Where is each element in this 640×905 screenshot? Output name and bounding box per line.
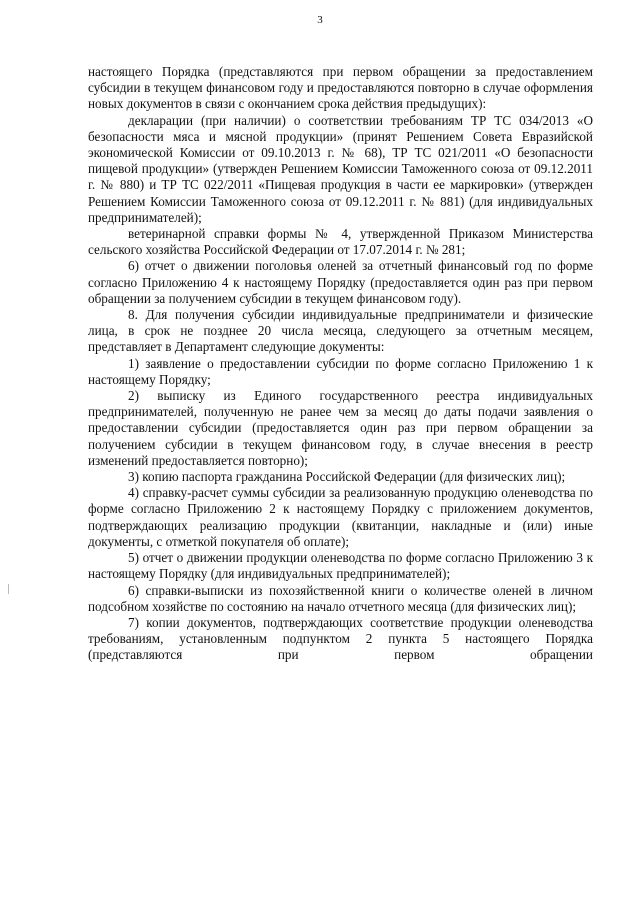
- paragraph: 1) заявление о предоставлении субсидии по форме согласно Приложению 1 к настоящему Порядку;: [88, 355, 593, 387]
- scan-mark: [8, 584, 9, 594]
- paragraph: настоящего Порядка (представляются при первом обращении за предоставлением субсидии в текущем финансовом году и предоставляются повторно в случае оформления новых документов в связи с окончанием срока действия предыдущих):: [88, 64, 593, 112]
- paragraph: декларации (при наличии) о соответствии требованиям ТР ТС 034/2013 «О безопасности мяса и мясной продукции» (принят Решением Совета Евразийской экономической Комиссии от 09.10.2013 г. № 68), ТР ТС 021/2011 «О безопасности пищевой продукции» (утвержден Решением Комиссии Таможенного союза от 09.12.2011 г. № 880) и ТР ТС 022/2011 «Пищевая продукция в части ее маркировки» (утвержден Решением Комиссии Таможенного союза от 09.12.2011 г. № 881) (для индивидуальных предпринимателей);: [88, 112, 593, 225]
- document-body: [88, 64, 593, 664]
- paragraph: 3) копию паспорта гражданина Российской Федерации (для физических лиц);: [128, 469, 566, 485]
- page-number: 3: [317, 14, 323, 26]
- paragraph: 2) выписку из Единого государственного реестра индивидуальных предпринимателей, полученную не ранее чем за месяц до даты подачи заявления о предоставлении субсидии (предоставляется один раз при первом обращении за получением субсидии в текущем финансовом году, в случае внесения в реестр изменений предоставляется повторно);: [88, 388, 593, 468]
- paragraph: 5) отчет о движении продукции оленеводства по форме согласно Приложению 3 к настоящему Порядку (для индивидуальных предпринимателей);: [88, 550, 593, 582]
- paragraph: ветеринарной справки формы № 4, утвержденной Приказом Министерства сельского хозяйства Российской Федерации от 17.07.2014 г. № 281;: [88, 226, 593, 258]
- paragraph: 6) отчет о движении поголовья оленей за отчетный финансовый год по форме согласно Приложению 4 к настоящему Порядку (предоставляется один раз при первом обращении за получением субсидии в текущем финансовом году).: [88, 258, 593, 306]
- paragraph: 8. Для получения субсидии индивидуальные предприниматели и физические лица, в срок не позднее 20 числа месяца, следующего за отчетным месяцем, представляет в Департамент следующие документы:: [88, 307, 593, 355]
- paragraph: 7) копии документов, подтверждающих соответствие продукции оленеводства требованиям, установленным подпунктом 2 пункта 5 настоящего Порядка (представляются при первом обращении: [88, 614, 593, 663]
- paragraph: 6) справки-выписки из похозяйственной книги о количестве оленей в личном подсобном хозяйстве по состоянию на начало отчетного месяца (для физических лиц);: [88, 582, 593, 614]
- paragraph: 4) справку-расчет суммы субсидии за реализованную продукцию оленеводства по форме согласно Приложению 2 к настоящему Порядку с приложением документов, подтверждающих реализацию продукции (квитанции, накладные и (или) иные документы, с отметкой покупателя об оплате);: [88, 485, 593, 549]
